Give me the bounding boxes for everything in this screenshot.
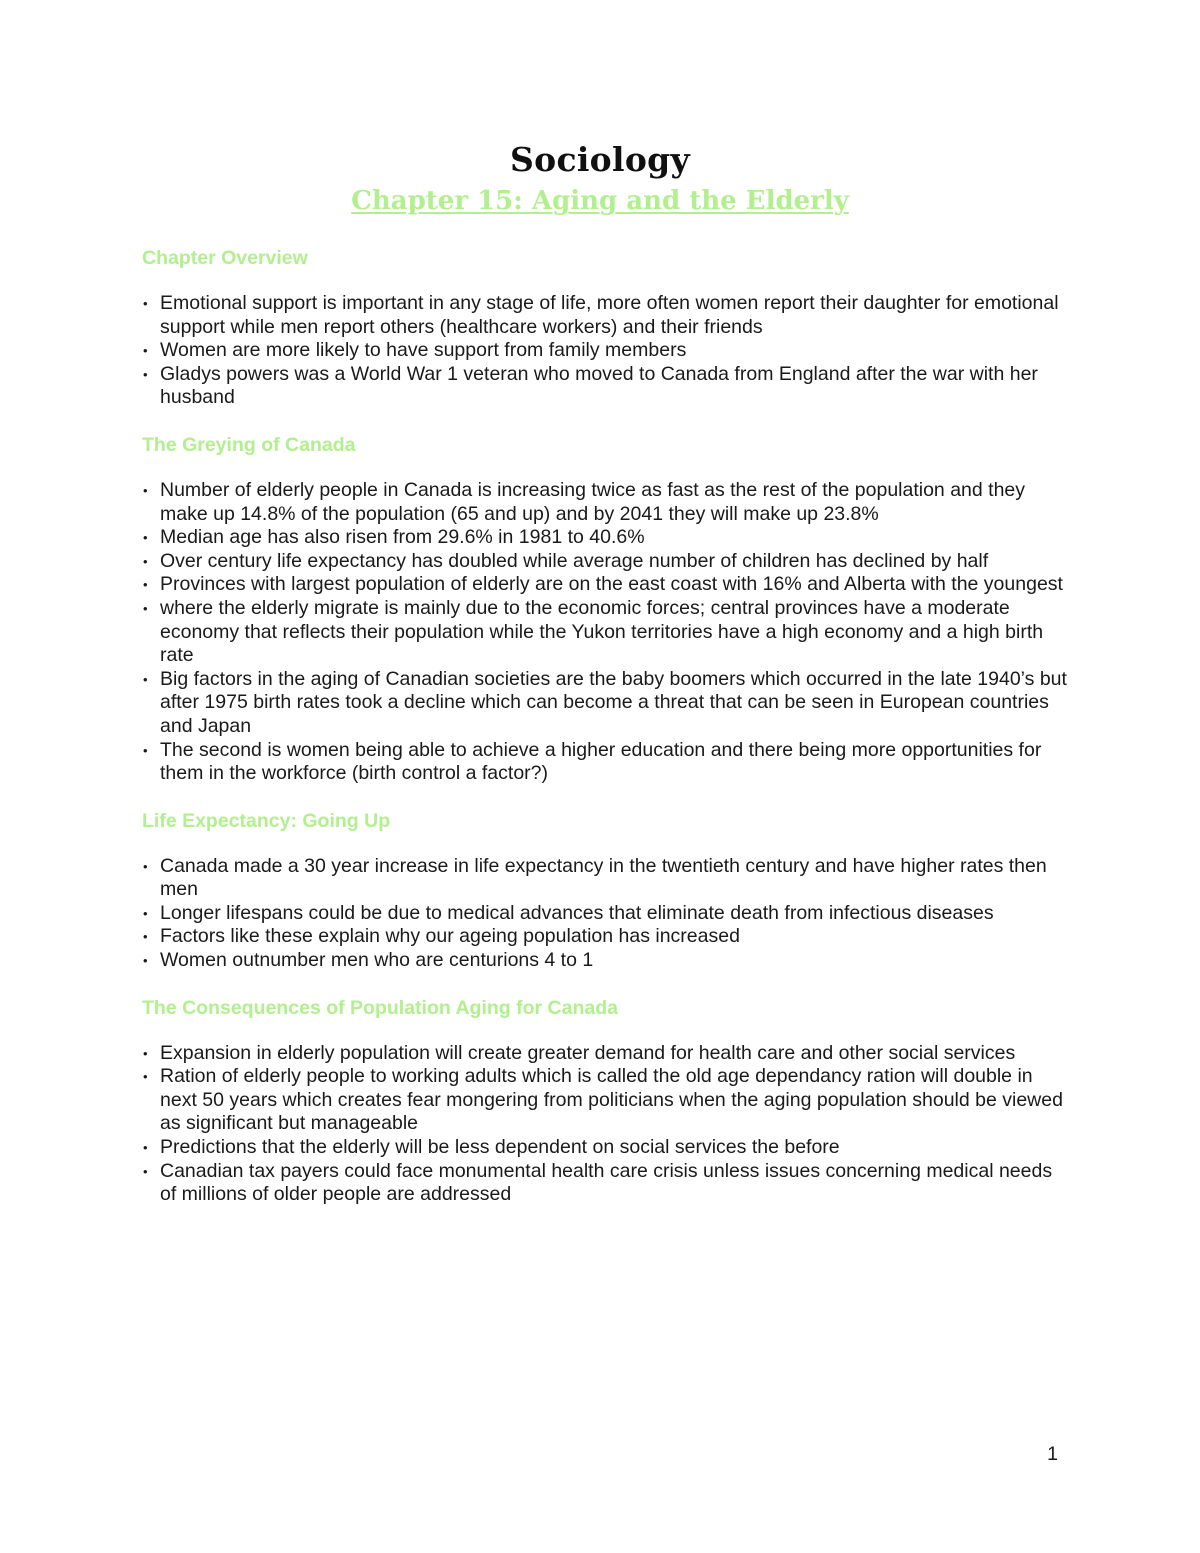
section-consequences-population-aging (142, 994, 1072, 1207)
list-item: • Big factors in the aging of Canadian societies are the baby boomers which occurred in the late 1940’s but after 1975 birth rates took a decline which can become a threat that can be seen in European countries and Japan (142, 668, 1072, 739)
section-life-expectancy (142, 807, 1072, 973)
list-item: • The second is women being able to achieve a higher education and there being more opportunities for them in the workforce (birth control a factor?) (142, 739, 1072, 786)
bullet-list (142, 1042, 1072, 1207)
list-item: • Predictions that the elderly will be less dependent on social services the before (142, 1136, 1072, 1160)
list-item: • Canadian tax payers could face monumental health care crisis unless issues concerning medical needs of millions of older people are addressed (142, 1160, 1072, 1207)
bullet-list (142, 479, 1072, 786)
list-item: • Longer lifespans could be due to medical advances that eliminate death from infectious diseases (142, 902, 1072, 926)
section-heading: The Consequences of Population Aging for Canada (142, 996, 618, 1019)
document-body (142, 244, 1072, 1228)
section-heading: The Greying of Canada (142, 433, 356, 456)
list-item: • Provinces with largest population of elderly are on the east coast with 16% and Alberta with the youngest (142, 573, 1072, 597)
list-item: • Women outnumber men who are centurions 4 to 1 (142, 949, 1072, 973)
section-heading: Life Expectancy: Going Up (142, 809, 391, 832)
list-item: • Over century life expectancy has doubled while average number of children has declined by half (142, 550, 1072, 574)
list-item: • Emotional support is important in any stage of life, more often women report their daughter for emotional support while men report others (healthcare workers) and their friends (142, 292, 1072, 339)
bullet-list (142, 292, 1072, 410)
list-item: • Median age has also risen from 29.6% in 1981 to 40.6% (142, 526, 1072, 550)
list-item: • Number of elderly people in Canada is increasing twice as fast as the rest of the population and they make up 14.8% of the population (65 and up) and by 2041 they will make up 23.8% (142, 479, 1072, 526)
page-number: 1 (1047, 1443, 1058, 1465)
chapter-title: Chapter 15: Aging and the Elderly (351, 186, 849, 216)
list-item: • Ration of elderly people to working adults which is called the old age dependancy ration will double in next 50 years which creates fear mongering from politicians when the aging population should be viewed as significant but manageable (142, 1065, 1072, 1136)
list-item: • Factors like these explain why our ageing population has increased (142, 925, 1072, 949)
list-item: • Gladys powers was a World War 1 veteran who moved to Canada from England after the war with her husband (142, 363, 1072, 410)
section-greying-of-canada (142, 431, 1072, 786)
bullet-list (142, 855, 1072, 973)
list-item: • Women are more likely to have support from family members (142, 339, 1072, 363)
list-item: • Canada made a 30 year increase in life expectancy in the twentieth century and have higher rates then men (142, 855, 1072, 902)
list-item: • Expansion in elderly population will create greater demand for health care and other social services (142, 1042, 1072, 1066)
list-item: • where the elderly migrate is mainly due to the economic forces; central provinces have a moderate economy that reflects their population while the Yukon territories have a high economy and a high birth rate (142, 597, 1072, 668)
section-chapter-overview (142, 244, 1072, 410)
section-heading: Chapter Overview (142, 247, 308, 269)
document-title: Sociology (510, 140, 690, 179)
